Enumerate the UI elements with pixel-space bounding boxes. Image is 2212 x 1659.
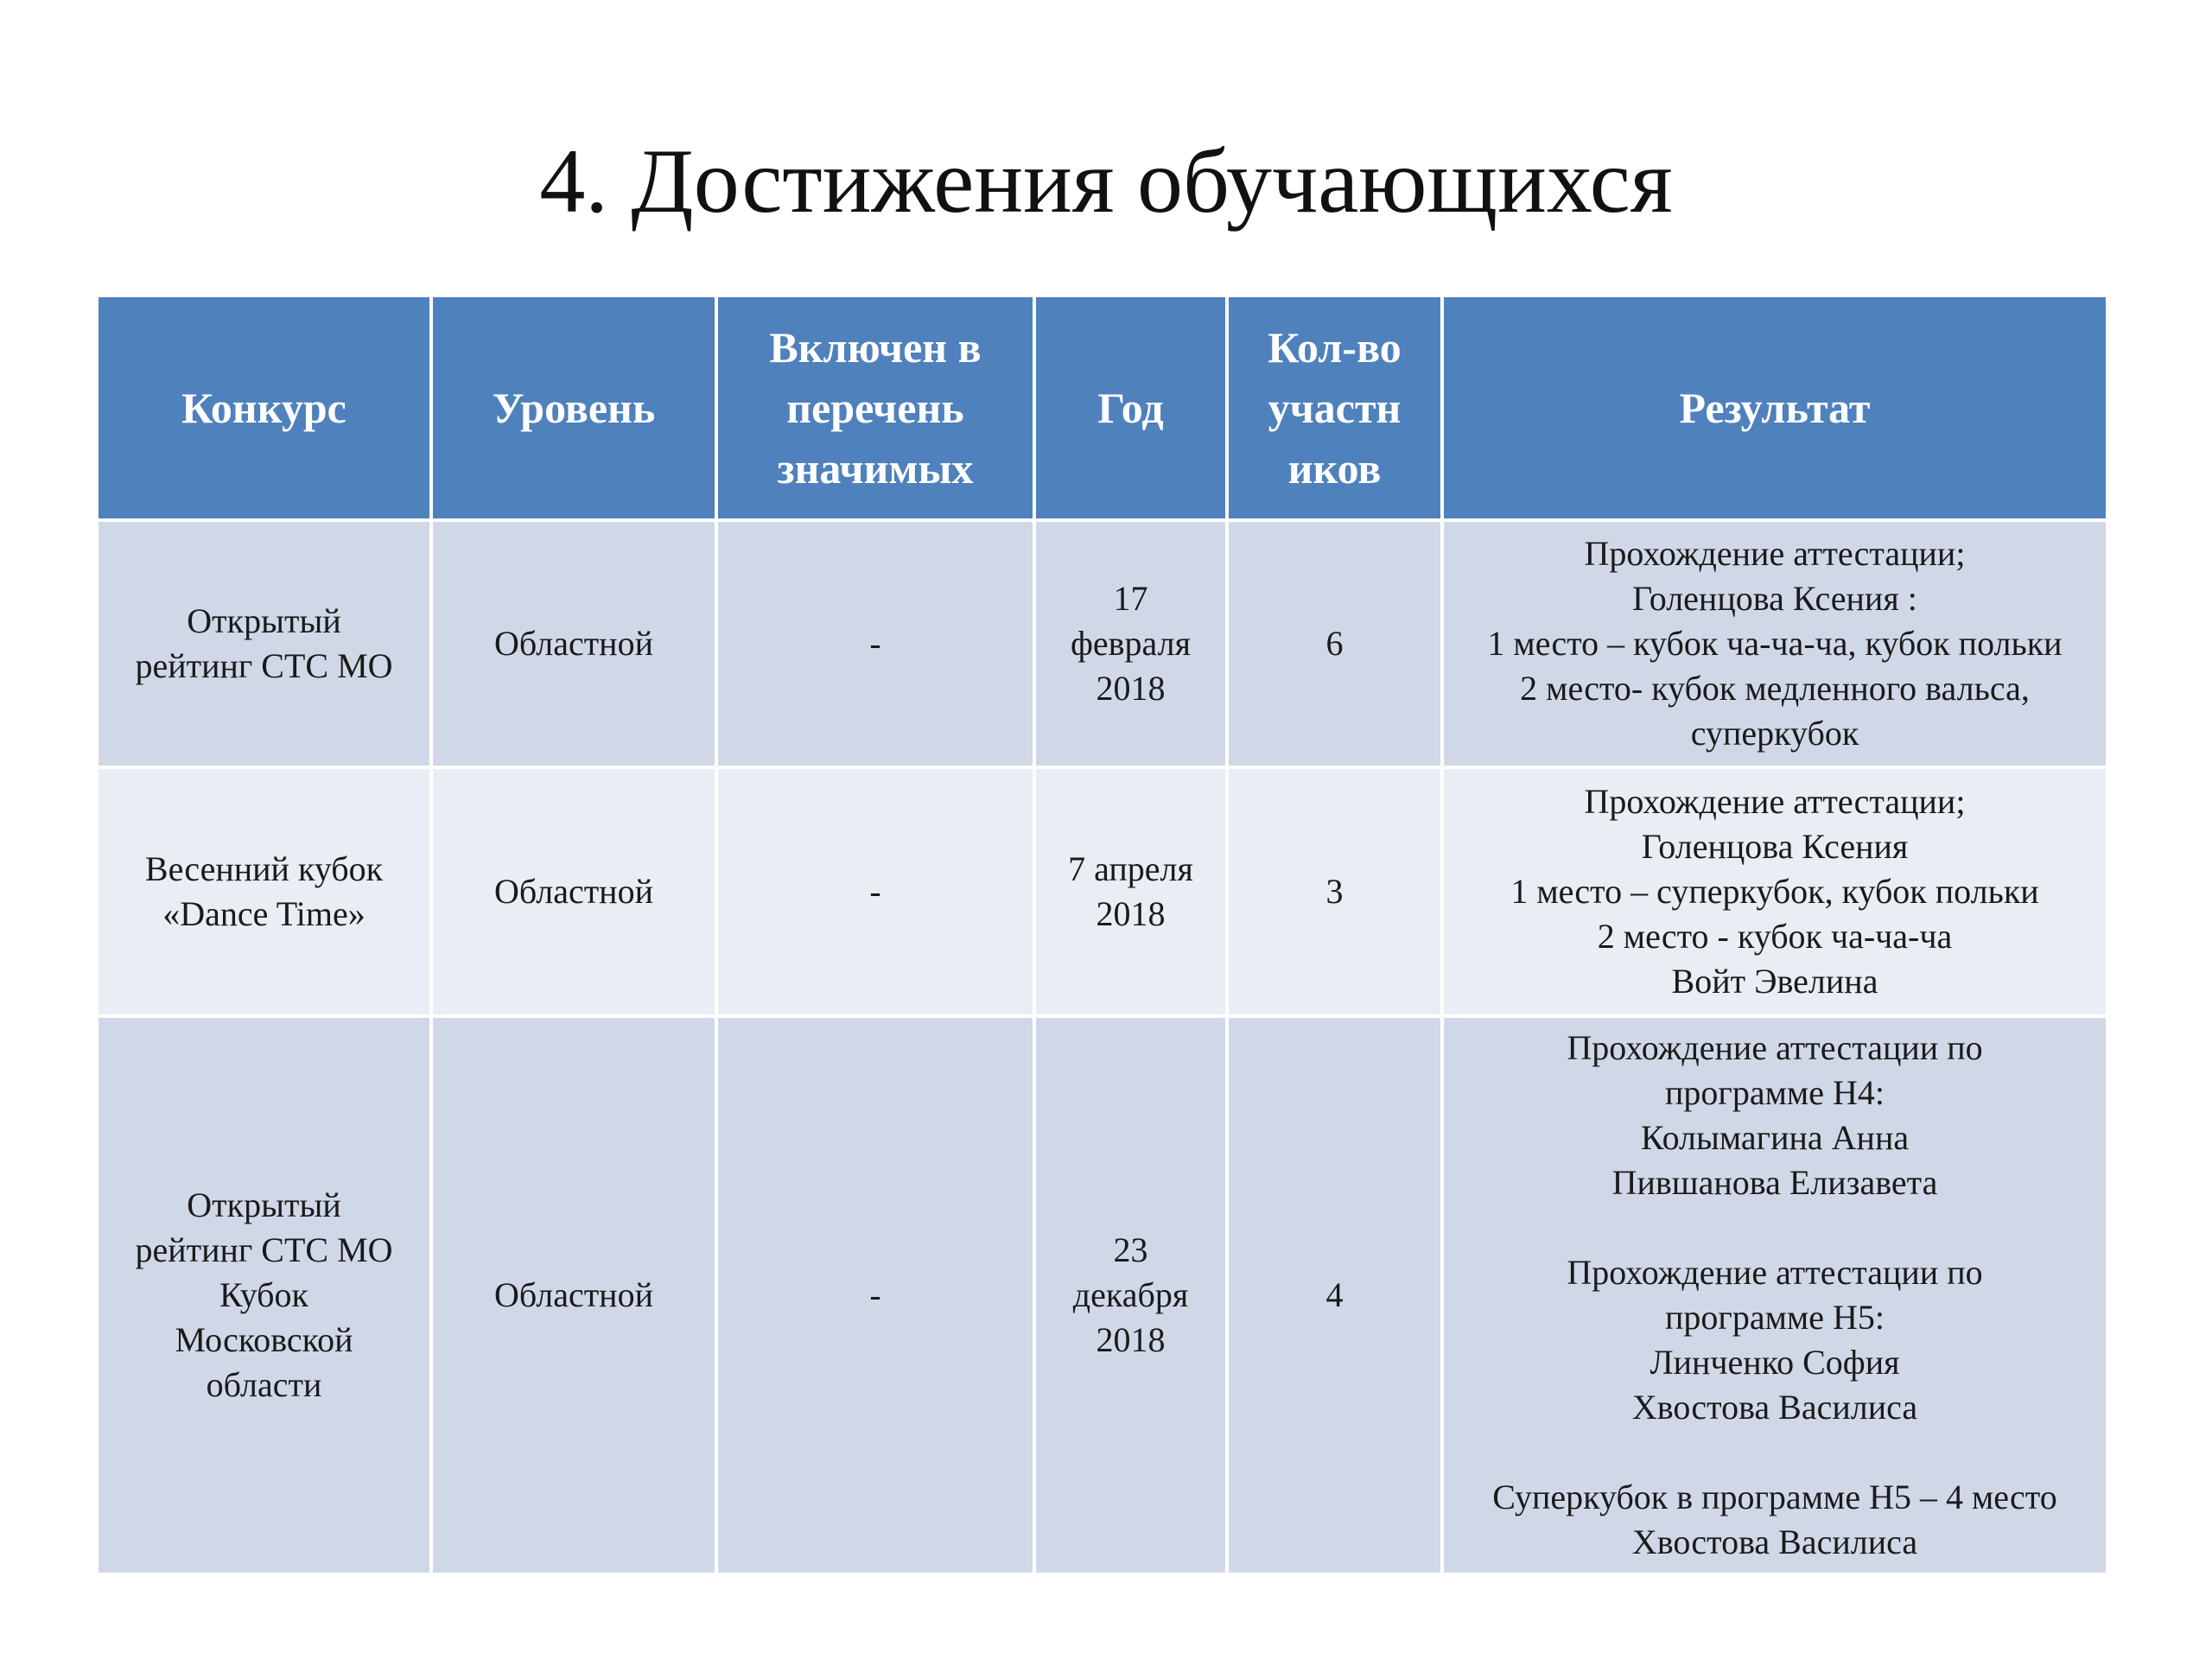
table-row [97,520,2107,767]
header-level: Уровень [431,296,716,520]
cell-participants: 4 [1227,1016,1442,1574]
cell-level: Областной [431,1016,716,1574]
cell-year: 7 апреля 2018 [1034,767,1227,1016]
cell-participants: 3 [1227,767,1442,1016]
achievements-table [95,294,2109,1576]
cell-contest: Открытый рейтинг СТС МО [97,520,431,767]
cell-participants: 6 [1227,520,1442,767]
cell-result: Прохождение аттестации по программе Н4: Колымагина Анна Пившанова Елизавета Прохождение аттестации по программе Н5: Линченко София Хвостова Василиса Суперкубок в программе Н5 – 4 место Хвостова Василиса [1442,1016,2107,1574]
cell-contest: Открытый рейтинг СТС МО Кубок Московской области [97,1016,431,1574]
cell-included: - [716,767,1034,1016]
header-result: Результат [1442,296,2107,520]
cell-included: - [716,520,1034,767]
header-contest: Конкурс [97,296,431,520]
cell-level: Областной [431,520,716,767]
cell-included: - [716,1016,1034,1574]
header-participants: Кол-во участн иков [1227,296,1442,520]
cell-year: 23 декабря 2018 [1034,1016,1227,1574]
cell-contest: Весенний кубок «Dance Time» [97,767,431,1016]
cell-result: Прохождение аттестации; Голенцова Ксения : 1 место – кубок ча-ча-ча, кубок польки 2 место- кубок медленного вальса, суперкубок [1442,520,2107,767]
cell-year: 17 февраля 2018 [1034,520,1227,767]
header-included: Включен в перечень значимых [716,296,1034,520]
table-header-row [97,296,2107,520]
header-year: Год [1034,296,1227,520]
table-row [97,767,2107,1016]
cell-level: Областной [431,767,716,1016]
slide-title: 4. Достижения обучающихся [539,130,1673,232]
table-row [97,1016,2107,1574]
cell-result: Прохождение аттестации; Голенцова Ксения 1 место – суперкубок, кубок польки 2 место - кубок ча-ча-ча Войт Эвелина [1442,767,2107,1016]
